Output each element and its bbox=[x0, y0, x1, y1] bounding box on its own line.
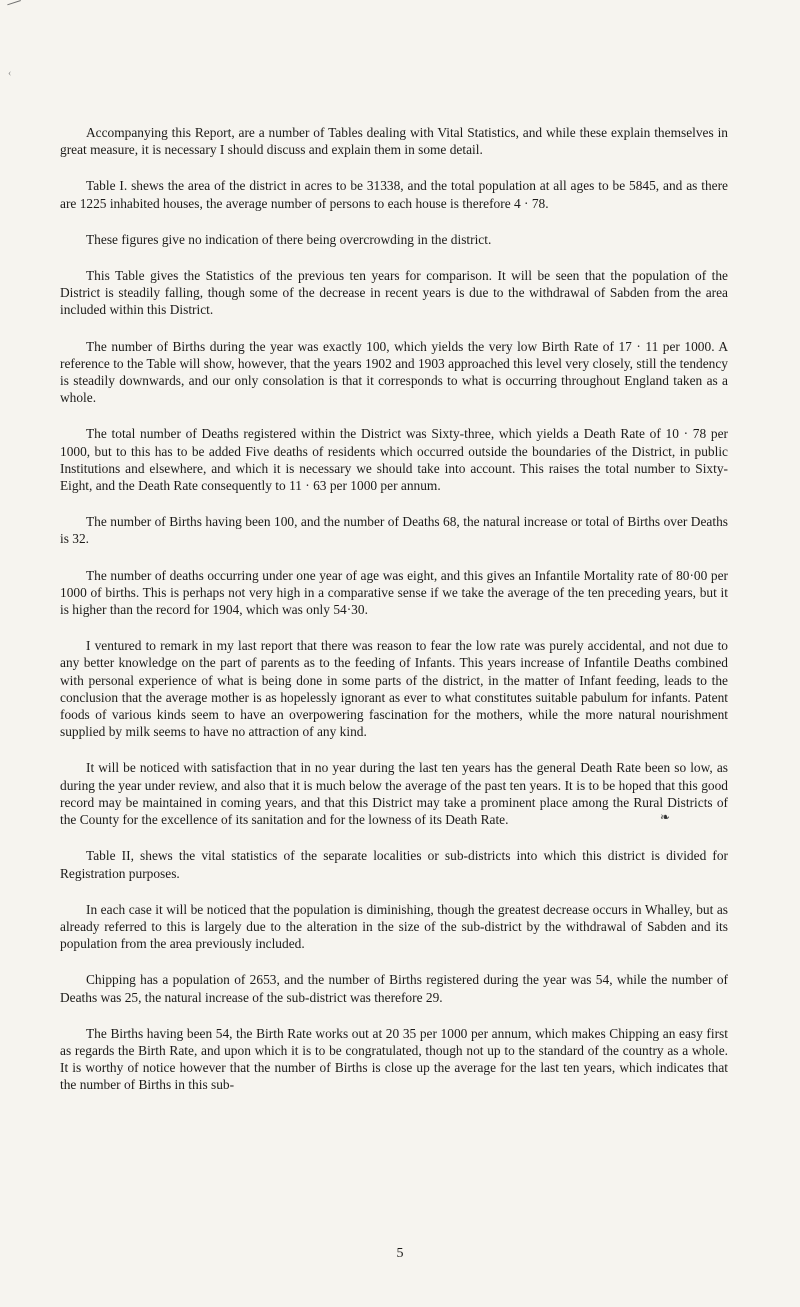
document-body bbox=[60, 124, 728, 1113]
paragraph: These figures give no indication of there being overcrowding in the district. bbox=[86, 231, 492, 247]
paragraph: Chipping has a population of 2653, and the number of Births registered during the year was 54, while the number of Deaths was 25, the natural increase of the sub-district was therefore 29. bbox=[60, 972, 728, 1005]
paragraph: Table II, shews the vital statistics of the separate localities or sub-districts into which this district is divided for Registration purposes. bbox=[60, 848, 728, 881]
ornament-icon: ❧ bbox=[660, 810, 671, 824]
paragraph: The total number of Deaths registered within the District was Sixty-three, which yields a Death Rate of 10 · 78 per 1000, but to this has to be added Five deaths of residents which occurred outside the boundaries of the District, in public Institutions and elsewhere, and which it is necessary we should take into account. This raises the total number to Sixty-Eight, and the Death Rate consequently to 11 · 63 per 1000 per annum. bbox=[60, 426, 728, 494]
paragraph: Accompanying this Report, are a number of Tables dealing with Vital Statistics, and while these explain themselves in great measure, it is necessary I should discuss and explain them in some detail. bbox=[60, 125, 728, 158]
paragraph: The number of Births having been 100, and the number of Deaths 68, the natural increase or total of Births over Deaths is 32. bbox=[60, 514, 728, 547]
paragraph: The Births having been 54, the Birth Rate works out at 20 35 per 1000 per annum, which makes Chipping an easy first as regards the Birth Rate, and upon which it is to be congratulated, though not up to the standard of the country as a whole. It is worthy of notice however that the number of Births is close up the average for the last ten years, which indicates that the number of Births in this sub- bbox=[60, 1025, 728, 1093]
paragraph: The number of Births during the year was exactly 100, which yields the very low Birth Rate of 17 · 11 per 1000. A reference to the Table will show, however, that the years 1902 and 1903 approached this level very closely, still the tendency is steadily downwards, and our only consolation is that it corresponds to what is occurring throughout England taken as a whole. bbox=[60, 338, 728, 406]
paragraph: The number of deaths occurring under one year of age was eight, and this gives an Infantile Mortality rate of 80·00 per 1000 of births. This is perhaps not very high in a comparative sense if we take the average of the ten preceding years, but it is higher than the record for 1904, which was only 54·30. bbox=[60, 567, 728, 618]
paragraph: Table I. shews the area of the district in acres to be 31338, and the total population at all ages to be 5845, and as there are 1225 inhabited houses, the average number of persons to each house is therefore 4 · 78. bbox=[60, 178, 728, 211]
scan-mark bbox=[7, 0, 22, 11]
scan-mark: ‹ bbox=[8, 68, 12, 79]
paragraph: I ventured to remark in my last report that there was reason to fear the low rate was purely accidental, and not due to any better knowledge on the part of parents as to the feeding of Infants. This years increase of Infantile Deaths combined with personal experience of what is being done in some parts of the district, in the matter of Infant feeding, leads to the conclusion that the average mother is as hopelessly ignorant as ever to what constitutes suitable pabulum for infants. Patent foods of various kinds seem to have an overpowering fascination for the mothers, while the more natural nourishment supplied by milk seems to have no attraction of any kind. bbox=[60, 638, 728, 740]
paragraph: In each case it will be noticed that the population is diminishing, though the greatest decrease occurs in Whalley, but as already referred to this is largely due to the alteration in the size of the sub-district by the withdrawal of Sabden and its population from the area previously included. bbox=[60, 901, 728, 952]
paragraph: It will be noticed with satisfaction that in no year during the last ten years has the general Death Rate been so low, as during the year under review, and also that it is much below the average of the past ten years. It is to be hoped that this good record may be maintained in coming years, and that this District may take a prominent place among the Rural Districts of the County for the excellence of its sanitation and for the lowness of its Death Rate. bbox=[60, 760, 728, 828]
page-number: 5 bbox=[396, 1246, 404, 1261]
paragraph: This Table gives the Statistics of the previous ten years for comparison. It will be seen that the population of the District is steadily falling, though some of the decrease in recent years is due to the withdrawal of Sabden from the area included within this District. bbox=[60, 268, 728, 318]
